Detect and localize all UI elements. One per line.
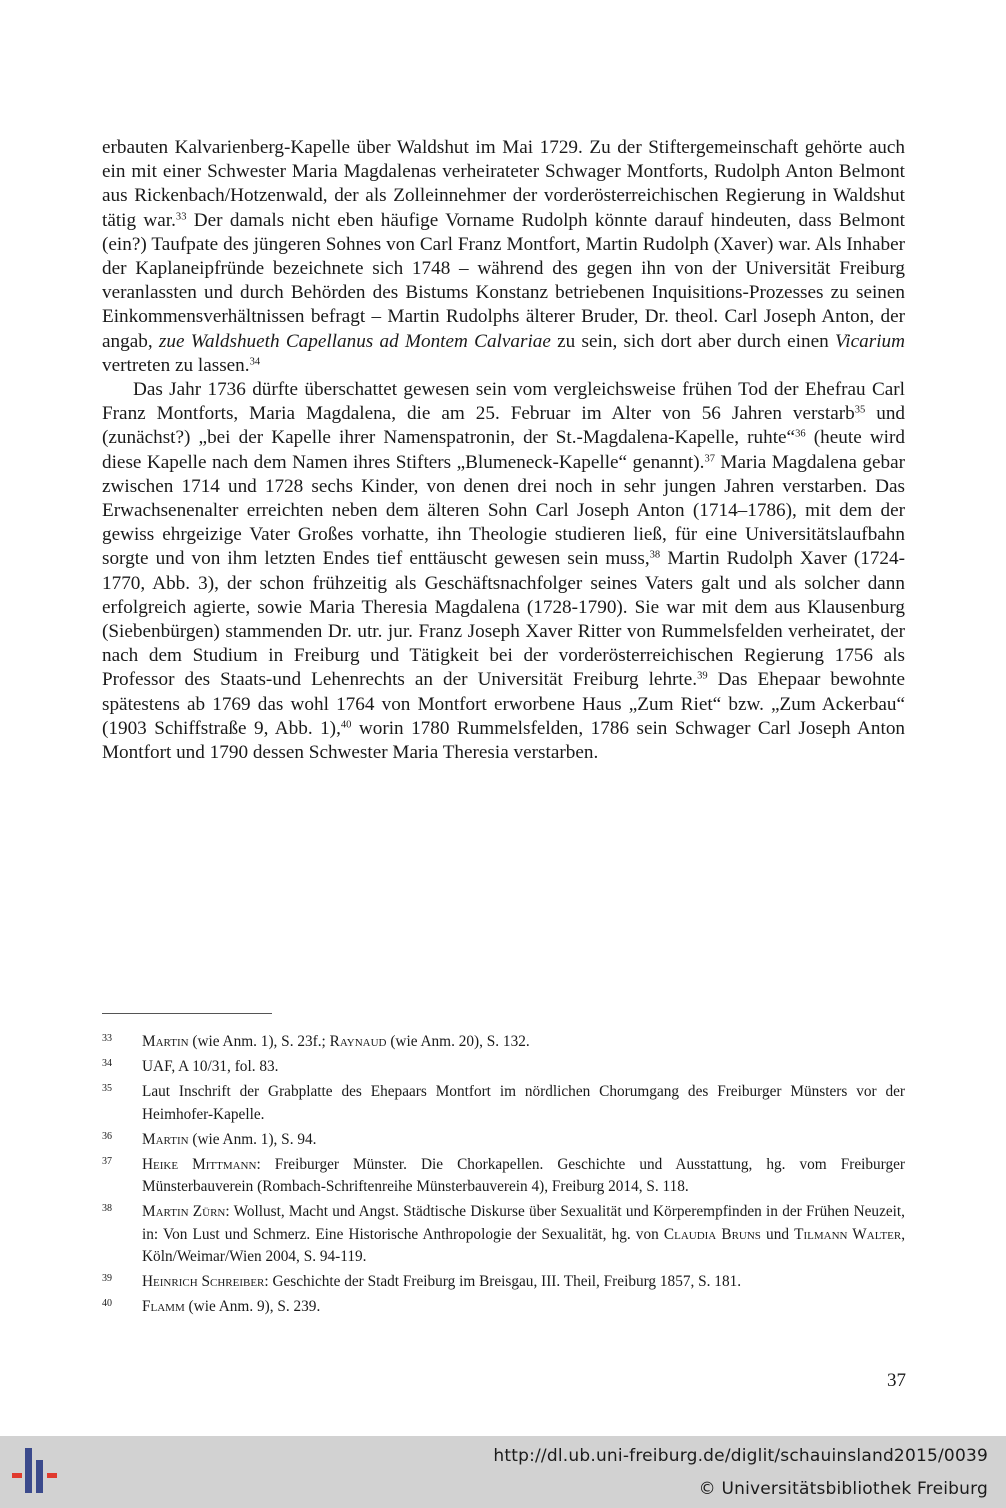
footnote-item xyxy=(102,1031,905,1054)
text-run: worin 1780 Rummelsfelden, 1786 sein Schwager Carl Joseph Anton Montfort und 1790 dessen Schwester Maria Theresia verstarben. xyxy=(102,717,906,764)
footnote-text xyxy=(142,1131,316,1148)
text-run: Martin Rudolph Xaver (1724-1770, Abb. 3), der schon frühzeitig als Geschäftsnachfolger seines Vaters galt und als solcher dann erfolgreich agierte, sowie Maria Theresia Magdalena (1728-1790). Sie war mit dem aus Klausenburg (Siebenbürgen) stammenden Dr. utr. jur. Franz Joseph Xaver Ritter von Rummelsfelden verheiratet, der nach dem Studium in Freiburg und Tätigkeit bei der vorderösterreichischen Regierung 1756 als Professor des Staats-und Lehenrechts an der Universität Freiburg lehrte. xyxy=(102,548,905,691)
footnote-number: 36 xyxy=(102,1130,112,1142)
paragraph-2 xyxy=(102,378,905,765)
text-run: erbauten Kalvarienberg-Kapelle über Waldshut im Mai 1729. Zu der Stiftergemeinschaft gehörte auch ein mit einer Schwester Maria Magdalenas verheirateter Schwager Montforts, Rudolph Anton Belmont aus Rickenbach/Hotzenwald, der als Zolleinnehmer der vorderösterreichischen Regierung in Waldshut tätig war. xyxy=(102,137,905,231)
page-number: 37 xyxy=(887,1370,906,1391)
author-name: Heinrich Schreiber xyxy=(142,1273,265,1290)
footer-copyright: © Universitätsbibliothek Freiburg xyxy=(698,1479,988,1499)
author-name: Tilmann Walter xyxy=(794,1225,902,1243)
footnote-text xyxy=(142,1156,905,1196)
body-text xyxy=(102,136,905,765)
author-name: Flamm xyxy=(142,1298,185,1315)
footnote-ref: 39 xyxy=(697,671,708,683)
text-run: (wie Anm. 1), S. 23f.; xyxy=(188,1033,330,1050)
text-run: und (zunächst?) „bei der Kapelle ihrer Namenspatronin, der St.-Magdalena-Kapelle, ruhte“ xyxy=(102,403,906,449)
text-run: : Wollust, Macht und Angst. Städtische Diskurse über Sexualität und Körperempfinden in der Frühen Neuzeit, in: Von Lust und Schmerz. Eine Historische Anthropologie der Sexualität, hg. von xyxy=(142,1203,905,1243)
author-name: Martin xyxy=(142,1033,189,1050)
footnote-ref: 34 xyxy=(249,356,261,368)
text-run: vertreten zu lassen. xyxy=(102,354,250,376)
footnote-ref: 33 xyxy=(175,211,187,223)
footnote-number: 37 xyxy=(102,1155,112,1167)
text-run: Das Jahr 1736 dürfte überschattet gewesen sein vom vergleichsweise frühen Tod der Ehefrau Carl Franz Montforts, Maria Magdalena, die am 25. Februar im Alter von 56 Jahren verstarb xyxy=(102,379,905,425)
text-run: : Geschichte der Stadt Freiburg im Breisgau, III. Theil, Freiburg 1857, S. 181. xyxy=(264,1273,742,1290)
text-run: zu sein, sich dort aber durch einen xyxy=(550,330,835,352)
footnote-separator xyxy=(102,1013,272,1014)
italic-text: Vicarium xyxy=(834,330,905,352)
footnote-text xyxy=(142,1058,278,1075)
footer-url-link[interactable]: http://dl.ub.uni-freiburg.de/diglit/schauinsland2015/0039 xyxy=(493,1446,988,1466)
text-run: Der damals nicht eben häufige Vorname Rudolph könnte darauf hindeuten, dass Belmont (ein?) Taufpate des jüngeren Sohnes von Carl Franz Montfort, Martin Rudolph (Xaver) war. Als Inhaber der Kaplaneipfründe bezeichnete sich 1748 – während des gegen ihn von der Universität Freiburg veranlassten und durch Behörden des Bistums Konstanz betriebenen Inquisitions-Prozesses zu seinen Einkommensverhältnissen befragt – Martin Rudolphs älterer Bruder, Dr. theol. Carl Joseph Anton, der angab, xyxy=(102,209,905,352)
text-run: UAF, A 10/31, fol. 83. xyxy=(142,1058,279,1075)
author-name: Martin Zürn xyxy=(142,1203,226,1220)
text-run: (wie Anm. 9), S. 239. xyxy=(184,1298,321,1315)
text-run: (wie Anm. 1), S. 94. xyxy=(188,1130,317,1148)
text-run: und xyxy=(760,1225,795,1243)
footnote-item xyxy=(102,1271,905,1294)
footnote-item xyxy=(102,1296,905,1319)
footnote-item xyxy=(102,1154,905,1199)
text-run: Das Ehepaar bewohnte spätestens ab 1769 das wohl 1764 von Montfort erworbene Haus „Zum Riet“ bzw. „Zum Ackerbau“ (1903 Schiffstraße 9, Abb. 1), xyxy=(102,669,905,739)
text-run: Maria Magdalena gebar zwischen 1714 und 1728 sechs Kinder, von denen drei noch in sehr jungen Jahren verstarben. Das Erwachsenenalter erreichten neben dem älteren Sohn Carl Joseph Anton (1714–1786), mit dem der gewiss ehrgeizige Vater Großes vorhatte, ihn Theologie studieren ließ, für eine Universitätslaufbahn sorgte und von ihm letzten Endes tief enttäuscht gewesen sein muss, xyxy=(102,451,905,570)
footnotes xyxy=(102,1031,905,1321)
footnote-number: 35 xyxy=(102,1083,112,1094)
footnote-text xyxy=(142,1203,905,1265)
footnote-item xyxy=(102,1056,905,1079)
footnote-item xyxy=(102,1129,905,1152)
footnote-number: 39 xyxy=(102,1273,112,1284)
paragraph-1 xyxy=(102,136,905,378)
footnote-number: 33 xyxy=(102,1033,112,1044)
footnote-text xyxy=(142,1083,905,1123)
footnote-item xyxy=(102,1201,905,1269)
text-run: : Freiburger Münster. Die Chorkapellen. Geschichte und Ausstattung, hg. vom Freiburger Münsterbauverein (Rombach-Schriftenreihe Münsterbauverein 4), Freiburg 2014, S. 118. xyxy=(142,1155,906,1195)
footer-bar xyxy=(0,1436,1006,1508)
author-name: Martin xyxy=(142,1130,189,1148)
text-run: Laut Inschrift der Grabplatte des Ehepaars Montfort im nördlichen Chorumgang des Freiburger Münsters vor der Heimhofer-Kapelle. xyxy=(142,1083,905,1123)
text-run: (heute wird diese Kapelle nach dem Namen ihres Stifters „Blumeneck-Kapelle“ genannt). xyxy=(102,427,905,473)
text-run: (wie Anm. 20), S. 132. xyxy=(386,1033,530,1050)
author-name: Raynaud xyxy=(329,1033,387,1050)
footnote-number: 40 xyxy=(102,1298,112,1309)
footnote-number: 38 xyxy=(102,1203,112,1214)
footnote-item xyxy=(102,1081,905,1126)
footnote-text xyxy=(142,1033,530,1050)
italic-text: zue Waldshueth Capellanus ad Montem Calvariae xyxy=(158,330,551,352)
footnote-ref: 36 xyxy=(795,429,806,441)
ub-freiburg-logo-icon xyxy=(0,1436,70,1508)
footnote-ref: 40 xyxy=(340,719,352,731)
footnote-text xyxy=(142,1298,320,1315)
footnote-ref: 38 xyxy=(649,550,661,562)
footnote-number: 34 xyxy=(102,1058,112,1069)
footnote-ref: 35 xyxy=(854,404,866,416)
author-name: Heike Mittmann xyxy=(142,1155,257,1173)
footnote-text xyxy=(142,1273,741,1290)
footnote-ref: 37 xyxy=(704,453,715,465)
text-run: , Köln/Weimar/Wien 2004, S. 94-119. xyxy=(142,1225,906,1265)
author-name: Claudia Bruns xyxy=(663,1225,761,1243)
